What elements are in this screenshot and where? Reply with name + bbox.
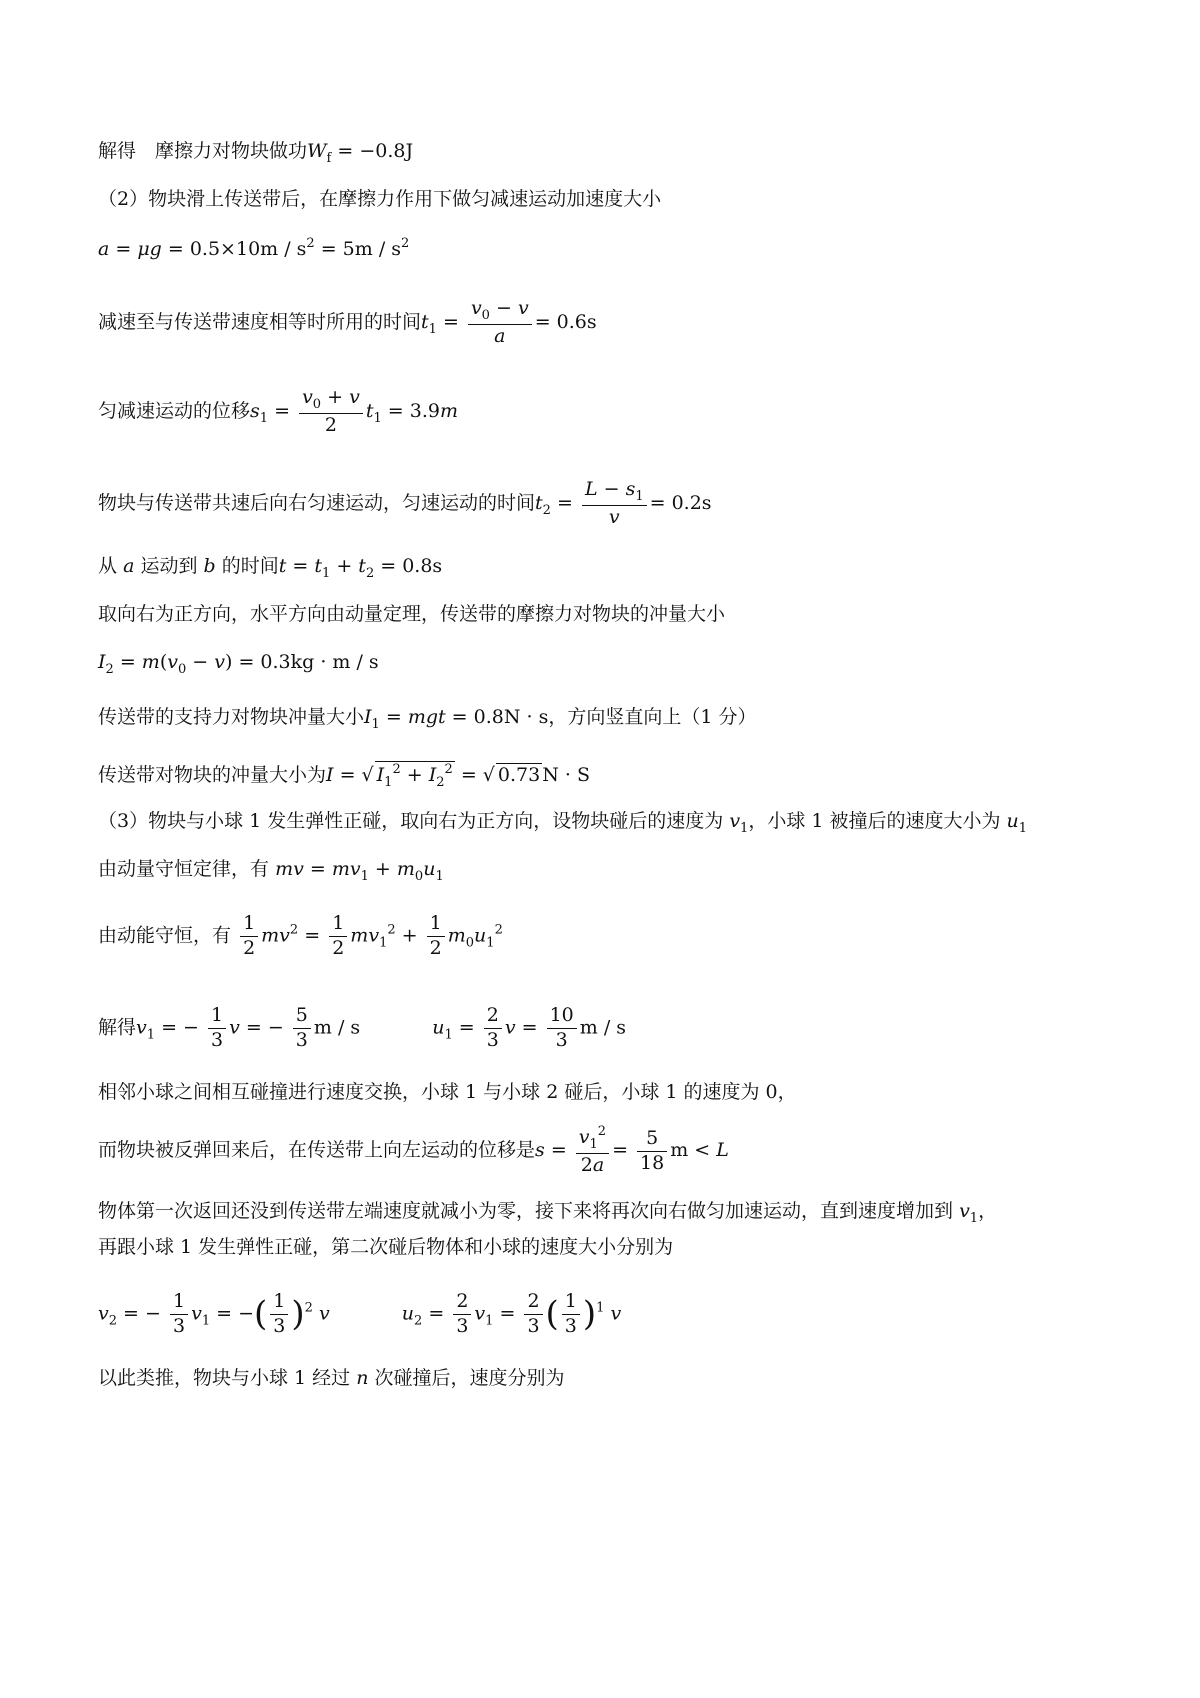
line-impulse-i2: $I_2 = m(v_0 - v) = 0.3kg \cdot m / s$	[98, 651, 379, 677]
line-impulse-total: 传送带对物块的冲量大小为I = √ $I_1^2 + I_2^2$ = √ 0.73 N · S	[98, 762, 590, 790]
text: 取向右为正方向，水平方向由动量定理，传送带的摩擦力对物块的冲量大小	[98, 603, 726, 625]
fraction: $\frac{2}{3}$	[484, 1004, 502, 1053]
text: 解得 摩擦力对物块做功	[98, 140, 308, 162]
line-second-velocities: $v_2$ = − $\frac{1}{3}$ $v_1$ = −( $\frac{1}{3}$ )$^2$ v $u_2$ = $\frac{2}{3}$ $v_1$ = $\frac{2}{3}$ ( $\frac{1}{3}$ )$^1$ v	[98, 1290, 622, 1337]
fraction: $\frac{1}{3}$	[208, 1004, 226, 1053]
text: 由动量守恒定律，有	[98, 858, 270, 880]
fraction: $\frac{1}{2}$	[329, 912, 347, 961]
fraction: $\frac{5}{18}$	[637, 1127, 667, 1176]
fraction: $\frac{2}{3}$	[453, 1290, 471, 1339]
line-velocity-exchange	[98, 1081, 797, 1104]
fraction: $\frac{v_1^2}{2a}$	[576, 1124, 609, 1178]
fraction: $\frac{v_0 + v}{2}$	[299, 386, 363, 438]
line-total-time: 从 a 运动到 b 的时间$t = t_1 + t_2 = 0.8s$	[98, 555, 443, 581]
text: 传送带对物块的冲量大小为	[98, 764, 327, 786]
text: 相邻小球之间相互碰撞进行速度交换，小球 1 与小球 2 碰后，小球 1 的速度为 0，	[98, 1081, 797, 1103]
line-return-explanation: 物体第一次返回还没到传送带左端速度就减小为零，接下来将再次向右做匀加速运动，直到速度增加到 $v_1$，	[98, 1200, 998, 1226]
fraction: $\frac{5}{3}$	[293, 1004, 311, 1053]
text: （2）物块滑上传送带后，在摩擦力作用下做匀减速运动加速度大小	[98, 188, 662, 210]
line-solution-v1-u1: 解得$v_1$ = − $\frac{1}{3}$ v = − $\frac{5}{3}$ m / s $u_1$ = $\frac{2}{3}$ v = $\frac{10}{3}$ m / s	[98, 1004, 627, 1051]
line-momentum-theorem	[98, 603, 725, 626]
text: （3）物块与小球 1 发生弹性正碰，取向右为正方向，设物块碰后的速度为	[98, 810, 724, 832]
line-displacement-s1: 匀减速运动的位移$s_1$ = $\frac{v_0 + v}{2}$ $t_1 = 3.9m$	[98, 386, 458, 437]
fraction: $\frac{2}{3}$	[524, 1290, 542, 1339]
fraction: $\frac{1}{3}$	[270, 1290, 288, 1339]
text: 匀减速运动的位移	[98, 400, 251, 422]
fraction: $\frac{10}{3}$	[547, 1004, 577, 1053]
line-energy-conservation: 由动能守恒，有 $\frac{1}{2}$ $mv^2$ = $\frac{1}{2}$ $mv_1^2$ + $\frac{1}{2}$ $m_0u_1^2$	[98, 912, 503, 959]
line-time-t1: 减速至与传送带速度相等时所用的时间$t_1$ = $\frac{v_0 - v}{a}$ = 0.6s	[98, 297, 597, 348]
text: 次碰撞后，速度分别为	[374, 1367, 565, 1389]
text: 解得	[98, 1016, 137, 1039]
line-induction: 以此类推，物块与小球 1 经过 n 次碰撞后，速度分别为	[98, 1367, 565, 1389]
line-friction-work: 解得 摩擦力对物块做功$W_f = -0.8J$	[98, 140, 414, 166]
line-second-collision	[98, 1236, 673, 1259]
line-part2-intro	[98, 188, 661, 211]
fraction: $\frac{1}{3}$	[562, 1290, 580, 1339]
text: 运动到	[140, 555, 198, 577]
text: ，小球 1 被撞后的速度大小为	[748, 810, 1001, 832]
fraction: $\frac{L - s_1}{v}$	[582, 478, 647, 530]
text: ，	[978, 1200, 998, 1222]
line-impulse-i1: 传送带的支持力对物块冲量大小$I_1$ = mgt = 0.8N · s，方向竖直向上（1 分）	[98, 706, 757, 732]
line-acceleration: $a = \mu g = 0.5\times 10m / s^2 = 5m / s^2$	[98, 236, 410, 260]
line-time-t2: 物块与传送带共速后向右匀速运动，匀速运动的时间$t_2$ = $\frac{L - s_1}{v}$ = 0.2s	[98, 478, 712, 529]
fraction: $\frac{1}{3}$	[170, 1290, 188, 1339]
fraction: $\frac{1}{2}$	[240, 912, 258, 961]
text: 再跟小球 1 发生弹性正碰，第二次碰后物体和小球的速度大小分别为	[98, 1236, 674, 1258]
text: 以此类推，物块与小球 1 经过	[98, 1367, 351, 1389]
fraction: $\frac{v_0 - v}{a}$	[468, 297, 532, 349]
text: ，方向竖直向上（1 分）	[548, 706, 757, 728]
text: 传送带的支持力对物块冲量大小	[98, 706, 365, 728]
text: 从	[98, 555, 118, 577]
line-left-displacement: 而物块被反弹回来后，在传送带上向左运动的位移是s = $\frac{v_1^2}{2a}$ = $\frac{5}{18}$ m < L	[98, 1124, 729, 1177]
fraction: $\frac{1}{2}$	[427, 912, 445, 961]
line-part3-intro: （3）物块与小球 1 发生弹性正碰，取向右为正方向，设物块碰后的速度为 $v_1$，小球 1 被撞后的速度大小为 $u_1$	[98, 810, 1028, 836]
text: 而物块被反弹回来后，在传送带上向左运动的位移是	[98, 1139, 536, 1161]
text: 的时间	[221, 555, 279, 577]
line-momentum-conservation: 由动量守恒定律，有 mv = $mv_1 + m_0u_1$	[98, 858, 444, 884]
text: 由动能守恒，有	[98, 924, 232, 947]
text: 物体第一次返回还没到传送带左端速度就减小为零，接下来将再次向右做匀加速运动，直到速度增加到	[98, 1200, 954, 1222]
text: 物块与传送带共速后向右匀速运动，匀速运动的时间	[98, 492, 536, 514]
text: 减速至与传送带速度相等时所用的时间	[98, 311, 422, 333]
